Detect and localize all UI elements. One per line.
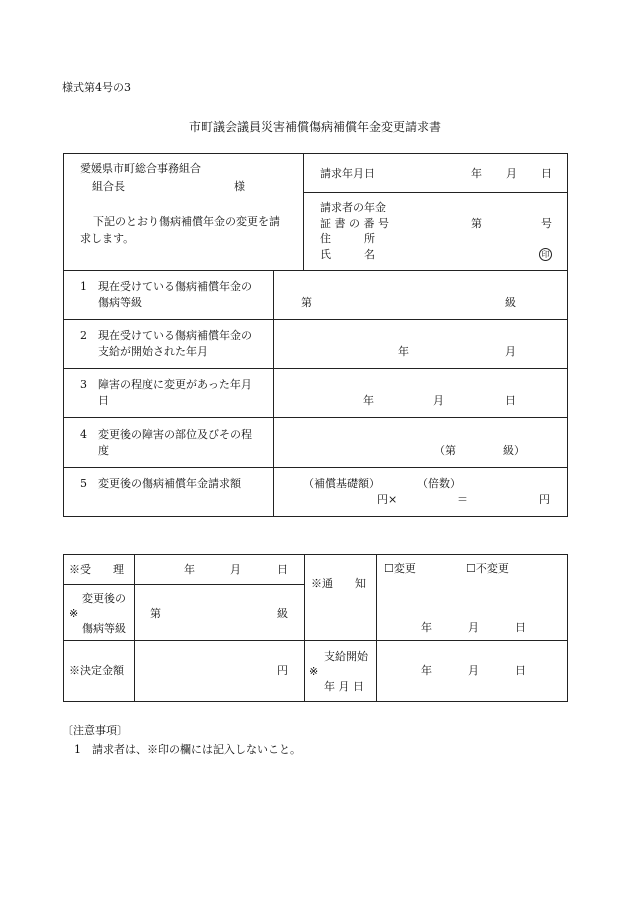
- divider: [273, 270, 274, 516]
- payment-start-day[interactable]: 日: [515, 664, 526, 677]
- addressee-org: 愛媛県市町総合事務組合: [80, 162, 201, 175]
- row3-label-line1: 障害の程度に変更があった年月: [98, 378, 252, 391]
- changed-grade-mark: ※: [69, 607, 79, 620]
- divider: [63, 319, 567, 320]
- receipt-day[interactable]: 日: [277, 563, 288, 576]
- row5-number: 5: [80, 477, 87, 490]
- equals-sign: ＝: [457, 493, 468, 506]
- divider: [303, 153, 304, 270]
- row1-label-line1: 現在受けている傷病補償年金の: [98, 280, 252, 293]
- changed-grade-prefix[interactable]: 第: [150, 607, 161, 620]
- payment-start-label-top: 支給開始: [324, 650, 368, 663]
- notes-heading: 〔注意事項〕: [62, 724, 128, 737]
- pension-number-prefix[interactable]: 第: [471, 217, 482, 230]
- receipt-year[interactable]: 年: [184, 563, 195, 576]
- request-date-month[interactable]: 月: [506, 167, 517, 180]
- start-month[interactable]: 月: [505, 345, 516, 358]
- addressee-title: 組合長: [92, 180, 125, 193]
- row2-label-line1: 現在受けている傷病補償年金の: [98, 329, 252, 342]
- row3-label-line2: 日: [98, 394, 109, 407]
- divider: [63, 368, 567, 369]
- multiplier-heading: （倍数）: [417, 477, 461, 490]
- change-date-year[interactable]: 年: [363, 394, 374, 407]
- row5-label-line1: 変更後の傷病補償年金請求額: [98, 477, 241, 490]
- page-title: 市町議会議員災害補償傷病補償年金変更請求書: [188, 120, 441, 134]
- row3-number: 3: [80, 378, 87, 391]
- pension-number-suffix[interactable]: 号: [541, 217, 552, 230]
- changed-grade-label-bottom: 傷病等級: [82, 622, 126, 635]
- divider: [63, 417, 567, 418]
- request-text-line1: 下記のとおり傷病補償年金の変更を請: [93, 215, 280, 228]
- payment-start-month[interactable]: 月: [468, 664, 479, 677]
- notify-month[interactable]: 月: [468, 621, 479, 634]
- name-label: 氏 名: [320, 248, 375, 261]
- pension-label-line1: 請求者の年金: [320, 201, 386, 214]
- notify-year[interactable]: 年: [421, 621, 432, 634]
- address-label: 住 所: [320, 232, 375, 245]
- divider: [134, 554, 135, 701]
- new-grade-suffix[interactable]: 級）: [503, 444, 525, 457]
- form-number: 様式第4号の3: [62, 81, 131, 94]
- divider: [303, 192, 567, 193]
- request-date-day[interactable]: 日: [541, 167, 552, 180]
- changed-grade-label-top: 変更後の: [82, 592, 126, 605]
- seal-mark: 印: [539, 248, 552, 261]
- change-checkbox[interactable]: ☐変更: [384, 562, 416, 575]
- row1-label-line2: 傷病等級: [98, 296, 142, 309]
- row2-number: 2: [80, 329, 87, 342]
- start-year[interactable]: 年: [398, 345, 409, 358]
- notify-day[interactable]: 日: [515, 621, 526, 634]
- request-text-line2: 求します。: [80, 232, 135, 245]
- divider: [304, 554, 305, 701]
- row4-label-line1: 変更後の障害の部位及びその程: [98, 428, 252, 441]
- change-date-day[interactable]: 日: [505, 394, 516, 407]
- divider: [63, 640, 567, 641]
- payment-start-mark: ※: [309, 665, 319, 678]
- divider: [63, 467, 567, 468]
- payment-start-year[interactable]: 年: [421, 664, 432, 677]
- base-compensation-heading: （補償基礎額）: [303, 477, 380, 490]
- request-date-label: 請求年月日: [320, 167, 375, 180]
- decision-amount-yen[interactable]: 円: [277, 664, 288, 677]
- claim-amount-yen[interactable]: 円: [539, 493, 550, 506]
- request-date-year[interactable]: 年: [471, 167, 482, 180]
- payment-start-label-bottom: 年 月 日: [324, 680, 364, 693]
- yen-times[interactable]: 円×: [377, 493, 398, 506]
- receipt-month[interactable]: 月: [230, 563, 241, 576]
- no-change-checkbox[interactable]: ☐不変更: [466, 562, 509, 575]
- row4-label-line2: 度: [98, 444, 109, 457]
- receipt-label: ※受 理: [69, 563, 124, 576]
- change-date-month[interactable]: 月: [433, 394, 444, 407]
- divider: [63, 270, 567, 271]
- new-grade-prefix[interactable]: （第: [434, 444, 456, 457]
- decision-amount-label: ※決定金額: [69, 664, 124, 677]
- current-grade-prefix[interactable]: 第: [301, 296, 312, 309]
- row2-label-line2: 支給が開始された年月: [98, 345, 208, 358]
- divider: [63, 584, 305, 585]
- current-grade-suffix[interactable]: 級: [505, 296, 516, 309]
- notify-label: ※通 知: [311, 577, 366, 590]
- notes-item: 1 請求者は、※印の欄には記入しないこと。: [74, 743, 301, 756]
- addressee-honorific: 様: [234, 180, 245, 193]
- divider: [376, 554, 377, 701]
- row1-number: 1: [80, 280, 87, 293]
- row4-number: 4: [80, 428, 87, 441]
- changed-grade-suffix[interactable]: 級: [277, 607, 288, 620]
- pension-label-line2: 証 書 の 番 号: [320, 217, 389, 230]
